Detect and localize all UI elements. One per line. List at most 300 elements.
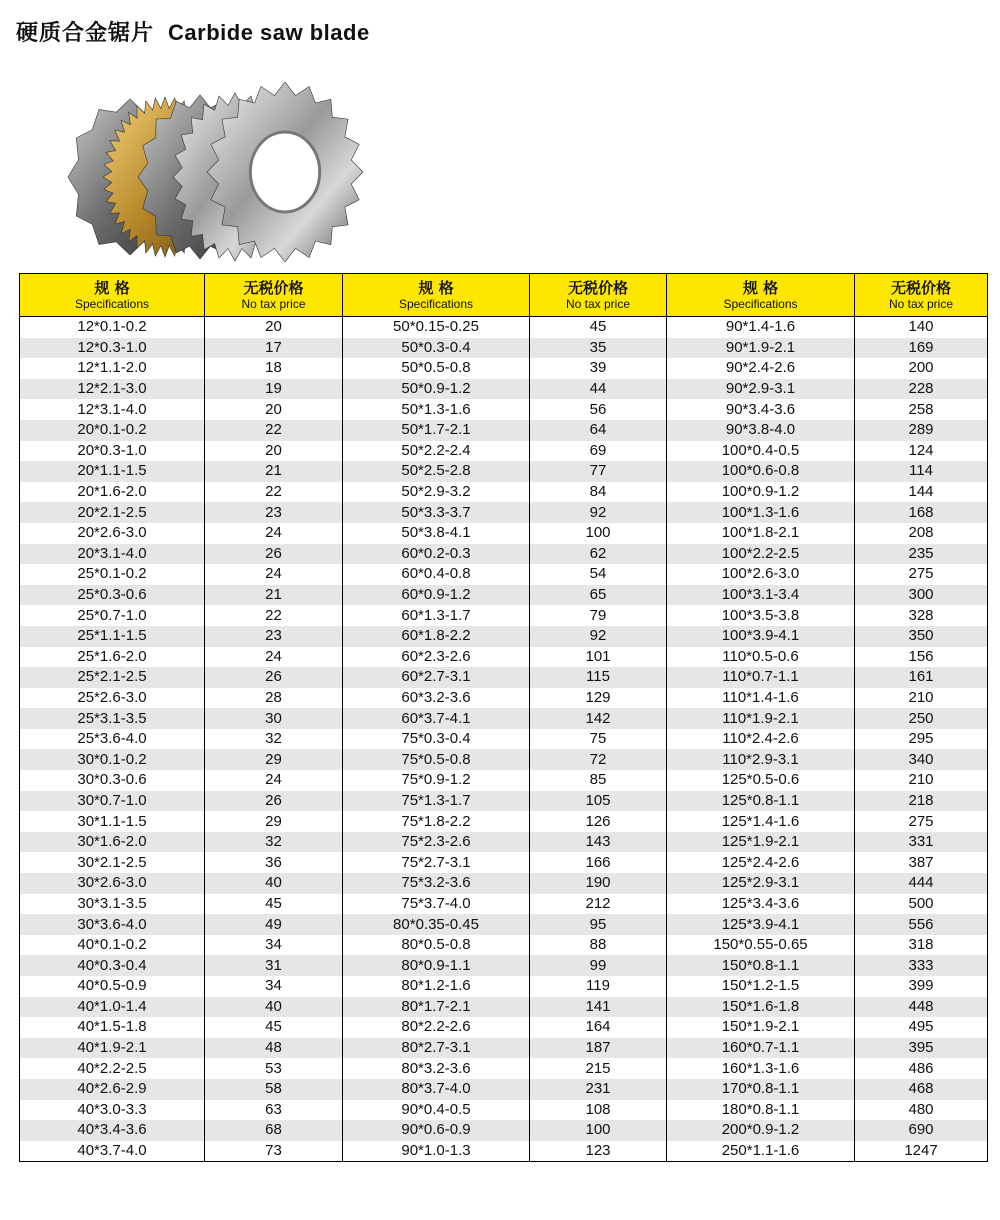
spec-cell: 20*2.6-3.0 [20,523,205,544]
table-row [20,523,988,544]
spec-cell: 110*1.9-2.1 [667,708,855,729]
spec-cell: 20*1.6-2.0 [20,482,205,503]
price-cell: 123 [530,1141,667,1162]
spec-cell: 20*3.1-4.0 [20,544,205,565]
spec-cell: 90*3.4-3.6 [667,399,855,420]
spec-cell: 150*1.2-1.5 [667,976,855,997]
header-specifications: 规 格 Specifications [343,274,530,317]
spec-cell: 90*0.4-0.5 [343,1100,530,1121]
price-cell: 289 [855,420,988,441]
spec-cell: 50*1.7-2.1 [343,420,530,441]
spec-cell: 50*0.5-0.8 [343,358,530,379]
price-cell: 45 [205,1017,343,1038]
spec-cell: 80*3.7-4.0 [343,1079,530,1100]
spec-cell: 100*1.8-2.1 [667,523,855,544]
spec-cell: 40*3.0-3.3 [20,1100,205,1121]
spec-cell: 125*0.8-1.1 [667,791,855,812]
spec-cell: 25*1.1-1.5 [20,626,205,647]
spec-cell: 50*1.3-1.6 [343,399,530,420]
price-cell: 142 [530,708,667,729]
price-cell: 64 [530,420,667,441]
spec-cell: 100*1.3-1.6 [667,502,855,523]
header-no-tax-price: 无税价格 No tax price [530,274,667,317]
spec-cell: 125*3.4-3.6 [667,894,855,915]
price-cell: 115 [530,667,667,688]
table-row [20,688,988,709]
spec-cell: 170*0.8-1.1 [667,1079,855,1100]
spec-cell: 160*1.3-1.6 [667,1058,855,1079]
price-cell: 35 [530,338,667,359]
table-row [20,976,988,997]
price-cell: 395 [855,1038,988,1059]
spec-cell: 40*2.2-2.5 [20,1058,205,1079]
price-cell: 166 [530,852,667,873]
price-cell: 18 [205,358,343,379]
spec-cell: 30*2.1-2.5 [20,852,205,873]
spec-cell: 180*0.8-1.1 [667,1100,855,1121]
price-cell: 26 [205,791,343,812]
spec-cell: 110*0.5-0.6 [667,647,855,668]
price-cell: 24 [205,564,343,585]
spec-cell: 80*2.2-2.6 [343,1017,530,1038]
price-cell: 108 [530,1100,667,1121]
price-cell: 49 [205,914,343,935]
table-row [20,317,988,338]
spec-cell: 25*2.1-2.5 [20,667,205,688]
spec-cell: 90*2.4-2.6 [667,358,855,379]
spec-cell: 90*0.6-0.9 [343,1120,530,1141]
price-cell: 448 [855,997,988,1018]
spec-cell: 75*1.8-2.2 [343,811,530,832]
spec-cell: 40*3.7-4.0 [20,1141,205,1162]
price-cell: 20 [205,441,343,462]
spec-cell: 75*0.5-0.8 [343,749,530,770]
spec-cell: 125*1.9-2.1 [667,832,855,853]
spec-cell: 60*0.4-0.8 [343,564,530,585]
price-cell: 168 [855,502,988,523]
spec-cell: 100*3.9-4.1 [667,626,855,647]
spec-cell: 50*2.9-3.2 [343,482,530,503]
price-cell: 63 [205,1100,343,1121]
price-cell: 144 [855,482,988,503]
price-cell: 169 [855,338,988,359]
price-cell: 208 [855,523,988,544]
spec-cell: 80*2.7-3.1 [343,1038,530,1059]
table-row [20,791,988,812]
price-cell: 218 [855,791,988,812]
price-cell: 318 [855,935,988,956]
spec-cell: 90*1.9-2.1 [667,338,855,359]
table-header-row [20,274,988,317]
spec-cell: 110*1.4-1.6 [667,688,855,709]
title-english: Carbide saw blade [168,20,370,45]
spec-cell: 12*0.1-0.2 [20,317,205,338]
price-cell: 40 [205,997,343,1018]
table-body [20,317,988,1162]
spec-cell: 75*3.2-3.6 [343,873,530,894]
price-cell: 331 [855,832,988,853]
spec-cell: 150*0.8-1.1 [667,955,855,976]
table-row [20,1038,988,1059]
price-cell: 556 [855,914,988,935]
price-cell: 495 [855,1017,988,1038]
table-row [20,420,988,441]
price-cell: 20 [205,317,343,338]
spec-cell: 30*0.1-0.2 [20,749,205,770]
price-cell: 39 [530,358,667,379]
price-cell: 340 [855,749,988,770]
spec-cell: 125*1.4-1.6 [667,811,855,832]
spec-cell: 60*0.9-1.2 [343,585,530,606]
price-cell: 73 [205,1141,343,1162]
spec-cell: 60*0.2-0.3 [343,544,530,565]
table-row [20,1100,988,1121]
table-row [20,1141,988,1162]
price-cell: 34 [205,935,343,956]
price-cell: 275 [855,811,988,832]
price-cell: 19 [205,379,343,400]
price-cell: 29 [205,811,343,832]
spec-cell: 100*0.6-0.8 [667,461,855,482]
price-cell: 468 [855,1079,988,1100]
price-cell: 143 [530,832,667,853]
table-row [20,482,988,503]
spec-cell: 100*3.5-3.8 [667,605,855,626]
price-cell: 23 [205,502,343,523]
price-cell: 119 [530,976,667,997]
spec-cell: 90*3.8-4.0 [667,420,855,441]
spec-cell: 160*0.7-1.1 [667,1038,855,1059]
spec-cell: 60*2.7-3.1 [343,667,530,688]
price-cell: 29 [205,749,343,770]
price-cell: 34 [205,976,343,997]
spec-cell: 50*3.3-3.7 [343,502,530,523]
price-cell: 21 [205,585,343,606]
price-cell: 212 [530,894,667,915]
header-specifications: 规 格 Specifications [667,274,855,317]
spec-cell: 125*2.9-3.1 [667,873,855,894]
price-cell: 26 [205,667,343,688]
spec-cell: 12*2.1-3.0 [20,379,205,400]
spec-cell: 90*1.4-1.6 [667,317,855,338]
price-cell: 114 [855,461,988,482]
spec-cell: 25*2.6-3.0 [20,688,205,709]
spec-cell: 30*1.6-2.0 [20,832,205,853]
table-row [20,544,988,565]
price-cell: 75 [530,729,667,750]
price-cell: 65 [530,585,667,606]
price-cell: 24 [205,770,343,791]
price-cell: 22 [205,605,343,626]
price-cell: 32 [205,832,343,853]
price-cell: 275 [855,564,988,585]
spec-cell: 12*3.1-4.0 [20,399,205,420]
price-cell: 22 [205,420,343,441]
price-cell: 129 [530,688,667,709]
spec-cell: 50*3.8-4.1 [343,523,530,544]
price-cell: 228 [855,379,988,400]
table-row [20,605,988,626]
spec-cell: 100*0.9-1.2 [667,482,855,503]
price-cell: 200 [855,358,988,379]
price-cell: 84 [530,482,667,503]
price-cell: 258 [855,399,988,420]
spec-cell: 20*2.1-2.5 [20,502,205,523]
price-cell: 24 [205,647,343,668]
price-cell: 99 [530,955,667,976]
spec-cell: 100*2.2-2.5 [667,544,855,565]
spec-cell: 50*2.2-2.4 [343,441,530,462]
price-cell: 101 [530,647,667,668]
spec-cell: 50*0.15-0.25 [343,317,530,338]
price-cell: 44 [530,379,667,400]
spec-cell: 12*1.1-2.0 [20,358,205,379]
price-cell: 92 [530,502,667,523]
spec-cell: 25*3.6-4.0 [20,729,205,750]
price-cell: 36 [205,852,343,873]
spec-cell: 80*3.2-3.6 [343,1058,530,1079]
table-row [20,1017,988,1038]
spec-cell: 40*1.9-2.1 [20,1038,205,1059]
spec-cell: 80*0.9-1.1 [343,955,530,976]
price-cell: 690 [855,1120,988,1141]
table-row [20,667,988,688]
price-cell: 45 [530,317,667,338]
spec-cell: 250*1.1-1.6 [667,1141,855,1162]
price-cell: 100 [530,523,667,544]
price-cell: 26 [205,544,343,565]
table-row [20,399,988,420]
price-cell: 23 [205,626,343,647]
price-cell: 124 [855,441,988,462]
spec-cell: 60*3.2-3.6 [343,688,530,709]
spec-cell: 100*3.1-3.4 [667,585,855,606]
price-cell: 500 [855,894,988,915]
spec-cell: 40*1.5-1.8 [20,1017,205,1038]
table-row [20,358,988,379]
table-row [20,1120,988,1141]
spec-cell: 40*0.3-0.4 [20,955,205,976]
spec-cell: 200*0.9-1.2 [667,1120,855,1141]
price-cell: 387 [855,852,988,873]
header-no-tax-price: 无税价格 No tax price [855,274,988,317]
spec-cell: 110*2.9-3.1 [667,749,855,770]
price-cell: 48 [205,1038,343,1059]
price-cell: 100 [530,1120,667,1141]
table-row [20,647,988,668]
spec-cell: 75*0.3-0.4 [343,729,530,750]
saw-blade-stack-image [50,82,380,262]
table-row [20,729,988,750]
spec-cell: 25*0.7-1.0 [20,605,205,626]
spec-cell: 50*0.3-0.4 [343,338,530,359]
price-cell: 40 [205,873,343,894]
price-cell: 62 [530,544,667,565]
table-row [20,935,988,956]
spec-cell: 75*2.7-3.1 [343,852,530,873]
price-cell: 210 [855,770,988,791]
price-cell: 295 [855,729,988,750]
price-cell: 31 [205,955,343,976]
table-row [20,770,988,791]
price-cell: 164 [530,1017,667,1038]
price-cell: 17 [205,338,343,359]
spec-cell: 80*0.35-0.45 [343,914,530,935]
table-row [20,1079,988,1100]
title-chinese: 硬质合金锯片 [16,21,155,46]
price-cell: 210 [855,688,988,709]
table-row [20,585,988,606]
spec-cell: 125*2.4-2.6 [667,852,855,873]
price-cell: 20 [205,399,343,420]
table-row [20,626,988,647]
price-cell: 69 [530,441,667,462]
price-cell: 399 [855,976,988,997]
price-cell: 53 [205,1058,343,1079]
table-row [20,461,988,482]
spec-cell: 60*3.7-4.1 [343,708,530,729]
price-cell: 95 [530,914,667,935]
price-cell: 300 [855,585,988,606]
spec-cell: 30*1.1-1.5 [20,811,205,832]
price-cell: 480 [855,1100,988,1121]
price-cell: 105 [530,791,667,812]
table-row [20,955,988,976]
table-row [20,997,988,1018]
price-cell: 21 [205,461,343,482]
price-cell: 250 [855,708,988,729]
spec-cell: 30*2.6-3.0 [20,873,205,894]
spec-cell: 20*0.3-1.0 [20,441,205,462]
spec-cell: 125*3.9-4.1 [667,914,855,935]
spec-cell: 40*1.0-1.4 [20,997,205,1018]
spec-cell: 110*2.4-2.6 [667,729,855,750]
spec-cell: 150*1.9-2.1 [667,1017,855,1038]
price-cell: 141 [530,997,667,1018]
spec-cell: 60*2.3-2.6 [343,647,530,668]
spec-cell: 25*3.1-3.5 [20,708,205,729]
table-row [20,914,988,935]
price-cell: 1247 [855,1141,988,1162]
spec-cell: 30*0.3-0.6 [20,770,205,791]
spec-cell: 150*0.55-0.65 [667,935,855,956]
spec-cell: 110*0.7-1.1 [667,667,855,688]
spec-cell: 75*2.3-2.6 [343,832,530,853]
price-cell: 85 [530,770,667,791]
spec-cell: 30*3.1-3.5 [20,894,205,915]
spec-cell: 80*0.5-0.8 [343,935,530,956]
price-cell: 56 [530,399,667,420]
spec-cell: 30*0.7-1.0 [20,791,205,812]
price-cell: 32 [205,729,343,750]
table-row [20,379,988,400]
price-cell: 350 [855,626,988,647]
price-cell: 444 [855,873,988,894]
price-cell: 126 [530,811,667,832]
table-row [20,832,988,853]
spec-cell: 150*1.6-1.8 [667,997,855,1018]
price-cell: 54 [530,564,667,585]
price-cell: 77 [530,461,667,482]
price-table-container [19,273,987,1162]
price-cell: 187 [530,1038,667,1059]
spec-cell: 60*1.3-1.7 [343,605,530,626]
spec-cell: 50*0.9-1.2 [343,379,530,400]
spec-cell: 40*0.5-0.9 [20,976,205,997]
price-cell: 333 [855,955,988,976]
header-no-tax-price: 无税价格 No tax price [205,274,343,317]
price-cell: 235 [855,544,988,565]
spec-cell: 50*2.5-2.8 [343,461,530,482]
table-row [20,873,988,894]
spec-cell: 20*0.1-0.2 [20,420,205,441]
price-cell: 486 [855,1058,988,1079]
spec-cell: 40*0.1-0.2 [20,935,205,956]
spec-cell: 20*1.1-1.5 [20,461,205,482]
spec-cell: 80*1.7-2.1 [343,997,530,1018]
table-row [20,852,988,873]
spec-cell: 100*2.6-3.0 [667,564,855,585]
price-cell: 79 [530,605,667,626]
table-row [20,1058,988,1079]
price-cell: 328 [855,605,988,626]
spec-cell: 25*0.3-0.6 [20,585,205,606]
spec-cell: 100*0.4-0.5 [667,441,855,462]
price-cell: 92 [530,626,667,647]
spec-cell: 90*1.0-1.3 [343,1141,530,1162]
table-row [20,894,988,915]
spec-cell: 80*1.2-1.6 [343,976,530,997]
price-table [19,273,988,1162]
spec-cell: 75*1.3-1.7 [343,791,530,812]
table-row [20,708,988,729]
header-specifications: 规 格 Specifications [20,274,205,317]
page-title [16,16,370,47]
spec-cell: 40*2.6-2.9 [20,1079,205,1100]
table-row [20,338,988,359]
spec-cell: 30*3.6-4.0 [20,914,205,935]
price-cell: 88 [530,935,667,956]
spec-cell: 25*1.6-2.0 [20,647,205,668]
spec-cell: 90*2.9-3.1 [667,379,855,400]
spec-cell: 40*3.4-3.6 [20,1120,205,1141]
table-row [20,564,988,585]
table-row [20,811,988,832]
price-cell: 161 [855,667,988,688]
price-cell: 156 [855,647,988,668]
price-cell: 68 [205,1120,343,1141]
price-cell: 231 [530,1079,667,1100]
spec-cell: 75*3.7-4.0 [343,894,530,915]
price-cell: 215 [530,1058,667,1079]
table-row [20,749,988,770]
price-cell: 72 [530,749,667,770]
table-row [20,441,988,462]
price-cell: 140 [855,317,988,338]
price-cell: 24 [205,523,343,544]
price-cell: 30 [205,708,343,729]
price-cell: 190 [530,873,667,894]
spec-cell: 125*0.5-0.6 [667,770,855,791]
spec-cell: 75*0.9-1.2 [343,770,530,791]
table-row [20,502,988,523]
price-cell: 28 [205,688,343,709]
price-cell: 45 [205,894,343,915]
spec-cell: 60*1.8-2.2 [343,626,530,647]
price-cell: 22 [205,482,343,503]
spec-cell: 25*0.1-0.2 [20,564,205,585]
price-cell: 58 [205,1079,343,1100]
